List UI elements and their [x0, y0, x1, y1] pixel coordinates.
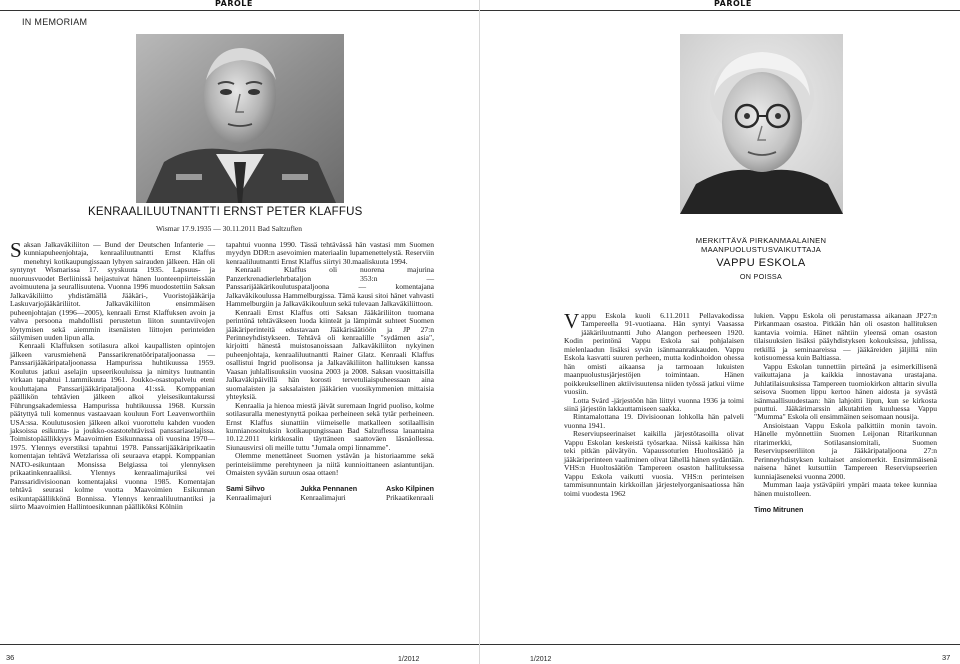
eskola-heading — [670, 236, 852, 281]
masthead-rule-left — [0, 10, 480, 11]
paragraph: Mumman laaja ystäväpiiri ympäri maata tekee kunniaa hänen muistolleen. — [754, 480, 937, 498]
eskola-name: VAPPU ESKOLA — [716, 257, 806, 269]
paragraph: Olemme menettäneet Suomen ystävän ja historiaamme sekä perinteisiimme perehtyneen ja niitä kunnioittaneen asiantuntijan. Omaisten syvään suruun osaa ottaen! — [226, 451, 434, 478]
dropcap: S — [10, 238, 22, 262]
right-page — [480, 0, 960, 664]
eskola-portrait-image — [680, 34, 843, 214]
paragraph: appu Eskola kuoli 6.11.2011 Pellavakodissa Tampereella 91-vuotiaana. Hän syntyi Vaasassa jääkäriluutnantti Juho Alangon perheeseen 1920. Kodin perintönä Vappu Eskola sai pohjalaisen mielenlaadun lisäksi syvän isänmaanrakkauden. Vappu Eskola kasvatti suuren perheen, mutta kodinhoidon ohessa hän omisti aikaansa ja tarmoaan lukuisten maanpuolustusjärjestöjen toimintaan. Hänen poikkeuksellinen aktiivisuutensa niiden työssä jatkui viime vuosiin. — [564, 311, 744, 397]
eskola-heading-line1: MERKITTÄVÄ PIRKANMAALAINEN — [695, 236, 827, 245]
signature-rank: Prikaatikenraali — [386, 492, 434, 502]
paragraph: Kenraali Ernst Klaffus otti Saksan Jääkäriliiton tuomana perintönä tehtäväkseen luoda kiinteät ja lämpimät suhteet Suomen jääkäriperinteitä edustavaan Jääkärisäätiöön ja JP 27:n Perinneyhdistykseen. Tehtävä oli kenraalille "sydämen asia", kirjoitti hänestä muistosanoissaan Jalkaväkiliiton nykyinen puheenjohtaja, kenraaliluutnantti Rainer Glatz. Kenraali Klaffus osallistui Ingrid puolisonsa ja Jalkaväkiliiton hallituksen kanssa Vaasan juhlallisuuksiin vuosina 2003 ja 2008. Saksan vuosittaisilla Jalkaväkipäivillä hän korosti tervetuliaispuheessaan aina suomalaisten ja saksalaisten jääkärien vuosikymmenien mittaisia yhteyksiä. — [226, 307, 434, 402]
paragraph: Rintamalottana 19. Divisioonan lohkolla hän palveli vuonna 1941. — [564, 412, 744, 430]
eskola-column-2 — [754, 312, 937, 514]
paragraph: Lotta Svärd -järjestöön hän liittyi vuonna 1936 ja toimi siinä järjestön lakkauttamiseen saakka. — [564, 395, 744, 413]
signatures — [226, 484, 434, 502]
eskola-heading-line2: MAANPUOLUSTUSVAIKUTTAJA — [700, 245, 822, 254]
signature-name: Asko Kilpinen — [386, 483, 434, 493]
section-label: IN MEMORIAM — [22, 17, 88, 27]
footer-rule-left — [0, 644, 480, 645]
issue-right: 1/2012 — [530, 656, 552, 663]
eskola-author: Timo Mitrunen — [754, 504, 804, 514]
klaffus-column-1 — [10, 238, 215, 512]
page-number-right: 37 — [942, 653, 951, 662]
klaffus-title: KENRAALILUUTNANTTI ERNST PETER KLAFFUS — [88, 206, 363, 218]
paragraph: Kenraalia ja hienoa miestä jäivät suremaan Ingrid puoliso, kolme sotilasuralla menestynyttä poikaa perheineen sekä tytär perheineen. Ernst Klaffus siunattiin viimeiselle matkalleen sotilaallisin kunnianosoituksin kotikaupungissaan Bad Salzuflessa lauantaina 10.12.2011 kirkkosalin täyttäneen saattoväen läsnäollessa. Siunausvirsi oli meille tuttu "Jumala ompi linnamme". — [226, 400, 434, 452]
page-number-left: 36 — [6, 653, 15, 662]
klaffus-dates: Wismar 17.9.1935 — 30.11.2011 Bad Saltzuflen — [156, 224, 302, 233]
issue-left: 1/2012 — [398, 656, 420, 663]
paragraph: Kenraali Klaffuksen sotilasura alkoi kaupallisten opintojen jälkeen varusmiehenä Panssarikrenatööripataljoonassa — Panssarijääkäripataljoonassa Hampurissa huhtikuussa 1959. Koulutus jatkui aselajin upseerikouluissa ja nimitys luutnantin virkaan tapahtui 1.tammikuuta 1961. Joukko-osastopalvelu eteni kouluttajana Panssarijääkäripataljoona 41:ssä. Komppanian päällikön tehtävien jälkeen alkoi yleisesikuntakurssi Führungsakademiessa Hampurissa huhtikuussa 1968. Kurssin päätyttyä tuli komennus vastaavaan kouluun Fort Leavenworthiin USA:ssa. Koulutusosien jälkeen alkoi vuorottelu kahden vuoden jaksoissa esikunta- ja joukko-osastotehtävissä panssariaselajissa. Toimistopäällikkyys Maavoimien Esikunnassa oli vuosina 1970—1975. Ylennys everstiksi tapahtui 1978. Panssarijääkäriprikaatin komentajan tehtävä Wetzlarissa oli seuraava etappi. Komppanian NATO-esikuntaan Monsissa Belgiassa toi ylennyksen prikaatinkenraaliksi. Ylennys kenraalimajuriksi vei Panssaridivisioonan komentajaksi vuonna 1985. Komentajan tehtävä seurasi kolme vuotta Maavoimien Esikunnan esikuntapäällikkönä Bonnissa. Ylennys kenraaliluutnantiksi ja siirto Maavoimien Hallintoesikunnan päälliköksi Kölniin — [10, 341, 215, 512]
signature-name: Jukka Pennanen — [300, 483, 358, 493]
eskola-portrait — [680, 34, 843, 214]
paragraph: Reserviupseerinaiset kaikilla järjestötasoilla olivat Vappu Eskolan keskeistä työsarkaa. Niissä kaikissa hän teki pitkän päivätyön. Vapaussoturien Huoltosäätiö ja jääkäriperinteen vaaliminen olivat lähellä hänen sydäntään. VHS:n Huoltosäätiön Tampereen osaston hallituksessa Vappu Eskola vaikutti vuosia. VHS:n perinteisen tammisunnuntain kirkkoillan järjestelyorganisaatiossa hän toimi vuodesta 1962 — [564, 429, 744, 498]
paragraph: Kenraali Klaffus oli nuorena majurina Panzerkrenadierlehrbataljon 353:n — Panssarijääkärikoulutuspataljoona — komentajana Jalkaväkikoulussa Hammelburgissa. Tämä kausi sitoi hänet vahvasti Hammelburgiin ja Jalkaväkikouluun sekä tulevaan Jalkaväkiliittoon. — [226, 265, 434, 309]
paragraph: tapahtui vuonna 1990. Tässä tehtävässä hän vastasi mm Suomen myydyn DDR:n asevoimien materiaalin lupamenettelystä. Reserviin kenraaliluutnantti Ernst Klaffus siirtyi 30.maaliskuuta 1994. — [226, 240, 434, 266]
paragraph: lukien. Vappu Eskola oli perustamassa aikanaan JP27:n Pirkanmaan osastoa. Pitkään hän oli osaston hallituksen kantavia voimia. Hänet nähtiin yleensä oman osaston tilaisuuksien lisäksi pääyhdistyksen kokouksissa, juhlissa, retkillä ja seminaareissa — jääkäreiden jäljillä niin kotisuomessa kuin Baltiassa. — [754, 311, 937, 363]
signature-rank: Kenraalimajuri — [226, 492, 272, 502]
paragraph: Ansioistaan Vappu Eskola palkittiin monin tavoin. Hänelle myönnettiin Suomen Leijonan Ritarikunnan ritarimerkki, Sotilasansiomitali, Suomen Reserviupseeriliiton ja Jääkäripataljoona 27:n Perinneyhdistyksen kultaiset ansiomerkit. Ensimmäisenä naisena hänet kutsuttiin Tampereen Reserviupseerien kunniajäseneksi vuonna 2000. — [754, 420, 937, 481]
paragraph: aksan Jalkaväkiliiton — Bund der Deutschen Infanterie — kunniapuheenjohtaja, kenraaliluutnantti Ernst Klaffus menehtyi kotikaupungissaan lyhyen sairauden jälkeen. Hän oli syntynyt Wismarissa 17. syyskuuta 1935. Lapsuus- ja nuoruusvuodet Berliinissä heijastuivat hänen luonteenpiirteissään avoimuutena ja seurallisuutena. Vuonna 1996 muodostettiin Saksan Jalkaväkiliitto yhdistämällä Jääkäri-, Vuoristojääkärija Laskuvarjojääkäriliitot. Jalkaväkiliiton ensimmäisen puheenjohtajan (1996—2005), kenraali Ernst Klaffuksen avoin ja vahva persoona mahdollisti perustetun liiton suuntaviivojen löytymisen sekä aiemmin itsenäisten liittojen perinteiden säilymisen uuden lipun alla. — [10, 240, 215, 342]
klaffus-column-2 — [226, 241, 434, 502]
masthead-right: PAROLE — [714, 0, 752, 8]
klaffus-portrait — [136, 34, 344, 203]
signature — [386, 484, 434, 502]
paragraph: Vappu Eskolan tunnettiin pirteänä ja esimerkillisenä vaikuttajana ja kaikkia innostavana urastajana. Juhlatilaisuuksissa Tampereen tuomiokirkon alttarin sivulla seisova Suomen lippu kertoo hänen aidosta ja syvästä isänmaallisuudestaan: hän lahjoitti lipun, kun se kirkosta puuttui. Jääkärimarssin alkutahtien kuuluessa Vappu "Mumma" Eskola oli ensimmäinen seisomaan nousija. — [754, 361, 937, 422]
signature-rank: Kenraalimajuri — [300, 492, 346, 502]
masthead-left: PAROLE — [215, 0, 253, 8]
signature — [226, 484, 271, 502]
footer-rule-right — [480, 644, 960, 645]
dropcap: V — [564, 309, 580, 333]
eskola-note: ON POISSA — [739, 272, 783, 281]
eskola-column-1 — [564, 309, 744, 498]
signature — [300, 484, 357, 502]
signature-name: Sami Sihvo — [226, 483, 265, 493]
masthead-rule-right — [480, 10, 960, 11]
klaffus-portrait-image — [136, 34, 344, 203]
